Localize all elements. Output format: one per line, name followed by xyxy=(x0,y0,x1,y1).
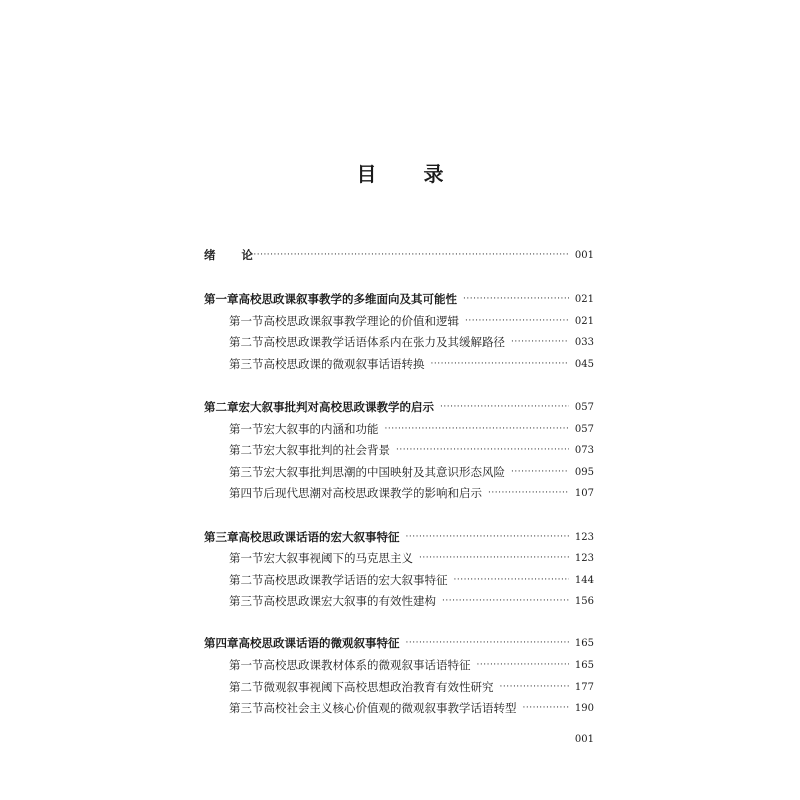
toc-chapter-4[interactable] xyxy=(204,634,594,652)
dot-leader xyxy=(385,424,569,434)
toc-section-title: 宏大叙事视阈下的马克思主义 xyxy=(263,551,413,565)
toc-chapter-1[interactable] xyxy=(204,290,594,308)
toc-section-title: 高校思政课宏大叙事的有效性建构 xyxy=(263,594,436,608)
toc-section-title: 高校思政课的微观叙事话语转换 xyxy=(263,357,425,371)
toc-page-number: 177 xyxy=(574,681,594,693)
dot-leader xyxy=(488,488,569,498)
dot-leader xyxy=(477,660,569,670)
toc-section-title: 宏大叙事的内涵和功能 xyxy=(263,422,379,436)
toc-section-label: 第四节 xyxy=(229,486,264,500)
toc-section-title: 高校社会主义核心价值观的微观叙事教学话语转型 xyxy=(263,701,517,715)
toc-section-title: 高校思政课教学话语体系内在张力及其缓解路径 xyxy=(263,335,505,349)
toc-section-title: 后现代思潮对高校思政课教学的影响和启示 xyxy=(263,486,482,500)
toc-entry-label: 绪 论 xyxy=(204,248,265,262)
toc-chapter-2[interactable] xyxy=(204,398,594,416)
toc-section-4-3[interactable] xyxy=(229,699,594,717)
toc-page-number: 165 xyxy=(574,659,594,671)
dot-leader xyxy=(431,359,569,369)
toc-chapter-title: 高校思政课话语的微观叙事特征 xyxy=(238,636,400,650)
toc-page-number: 095 xyxy=(574,466,594,478)
toc-chapter-label: 第二章 xyxy=(204,400,239,414)
toc-section-4-2[interactable] xyxy=(229,678,594,696)
dot-leader xyxy=(454,575,569,585)
toc-page-number: 144 xyxy=(574,574,594,586)
dot-leader xyxy=(250,250,569,260)
toc-chapter-title: 高校思政课叙事教学的多维面向及其可能性 xyxy=(238,292,457,306)
toc-section-label: 第一节 xyxy=(229,314,264,328)
toc-page-number: 045 xyxy=(574,358,594,370)
toc-section-label: 第二节 xyxy=(229,680,264,694)
dot-leader xyxy=(465,316,569,326)
page-folio-number: 001 xyxy=(574,734,594,745)
toc-section-label: 第三节 xyxy=(229,357,264,371)
toc-section-label: 第二节 xyxy=(229,335,264,349)
toc-section-label: 第三节 xyxy=(229,701,264,715)
toc-section-2-4[interactable] xyxy=(229,484,594,502)
toc-entry-intro[interactable] xyxy=(204,246,594,264)
toc-page-number: 073 xyxy=(574,444,594,456)
toc-section-1-3[interactable] xyxy=(229,355,594,373)
toc-page-number: 190 xyxy=(574,702,594,714)
toc-section-label: 第三节 xyxy=(229,594,264,608)
toc-page-number: 057 xyxy=(574,423,594,435)
toc-section-label: 第三节 xyxy=(229,465,264,479)
toc-section-3-3[interactable] xyxy=(229,592,594,610)
toc-chapter-label: 第三章 xyxy=(204,530,239,544)
toc-section-title: 高校思政课教材体系的微观叙事话语特征 xyxy=(263,658,471,672)
toc-section-title: 高校思政课叙事教学理论的价值和逻辑 xyxy=(263,314,459,328)
dot-leader xyxy=(463,294,569,304)
toc-page-number: 123 xyxy=(574,531,594,543)
dot-leader xyxy=(419,553,569,563)
toc-section-title: 微观叙事视阈下高校思想政治教育有效性研究 xyxy=(263,680,494,694)
toc-page-number: 021 xyxy=(574,315,594,327)
toc-page-number: 057 xyxy=(574,401,594,413)
toc-chapter-label: 第四章 xyxy=(204,636,239,650)
toc-section-label: 第一节 xyxy=(229,422,264,436)
toc-chapter-3[interactable] xyxy=(204,528,594,546)
dot-leader xyxy=(523,703,569,713)
toc-section-title: 宏大叙事批判思潮的中国映射及其意识形态风险 xyxy=(263,465,505,479)
toc-section-title: 高校思政课教学话语的宏大叙事特征 xyxy=(263,573,448,587)
toc-page-number: 021 xyxy=(574,293,594,305)
dot-leader xyxy=(406,638,569,648)
toc-page-number: 107 xyxy=(574,487,594,499)
toc-chapter-title: 宏大叙事批判对高校思政课教学的启示 xyxy=(238,400,434,414)
toc-page-number: 123 xyxy=(574,552,594,564)
toc-section-label: 第一节 xyxy=(229,658,264,672)
toc-section-3-2[interactable] xyxy=(229,571,594,589)
toc-section-3-1[interactable] xyxy=(229,549,594,567)
toc-page-number: 165 xyxy=(574,637,594,649)
dot-leader xyxy=(442,596,569,606)
dot-leader xyxy=(511,467,569,477)
toc-chapter-title: 高校思政课话语的宏大叙事特征 xyxy=(238,530,400,544)
toc-section-label: 第一节 xyxy=(229,551,264,565)
toc-page-number: 033 xyxy=(574,336,594,348)
toc-section-1-1[interactable] xyxy=(229,312,594,330)
toc-section-label: 第二节 xyxy=(229,443,264,457)
toc-section-4-1[interactable] xyxy=(229,656,594,674)
toc-section-2-2[interactable] xyxy=(229,441,594,459)
dot-leader xyxy=(511,337,569,347)
toc-page-number: 156 xyxy=(574,595,594,607)
toc-chapter-label: 第一章 xyxy=(204,292,239,306)
dot-leader xyxy=(406,532,569,542)
toc-section-title: 宏大叙事批判的社会背景 xyxy=(263,443,390,457)
toc-section-label: 第二节 xyxy=(229,573,264,587)
toc-section-2-1[interactable] xyxy=(229,420,594,438)
page-title: 目 录 xyxy=(356,162,464,186)
dot-leader xyxy=(396,445,569,455)
toc-section-1-2[interactable] xyxy=(229,333,594,351)
dot-leader xyxy=(500,682,569,692)
dot-leader xyxy=(440,402,569,412)
toc-page-number: 001 xyxy=(574,249,594,261)
toc-section-2-3[interactable] xyxy=(229,463,594,481)
